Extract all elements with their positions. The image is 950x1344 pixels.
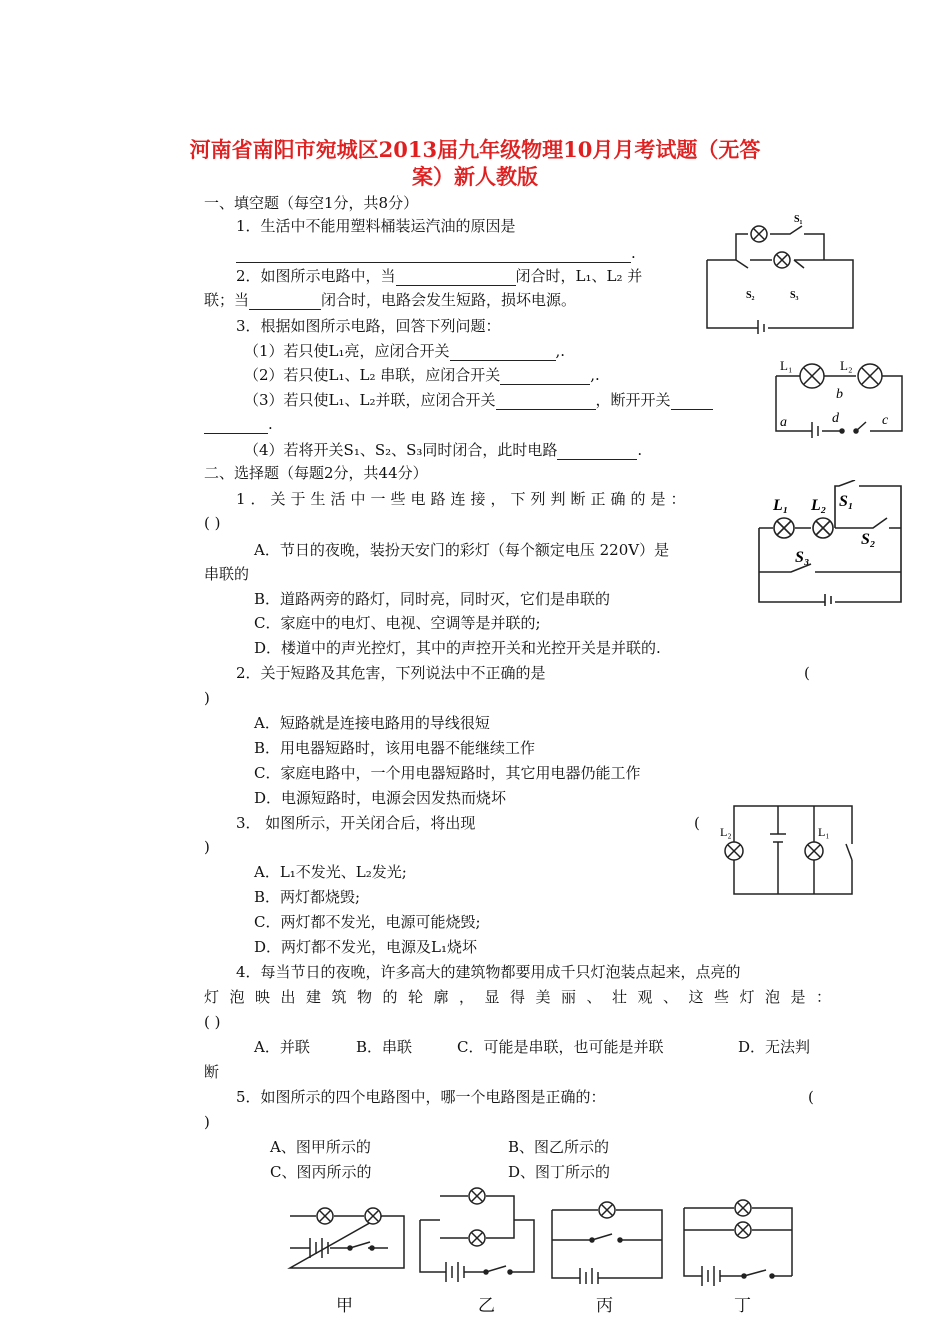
s1-q1-blank-line: . [236, 243, 636, 263]
s2-q5-paren-open: ( [808, 1088, 814, 1106]
s2-q2: 2．关于短路及其危害，下列说法中不正确的是 [236, 664, 546, 682]
fig2-label-d: d [832, 411, 839, 426]
s1-q2-line2: 联；当 闭合时，电路会发生短路，损坏电源。 [204, 291, 577, 309]
s1-q2-line1: 2．如图所示电路中，当 闭合时，L₁、L₂ 并 [236, 267, 643, 285]
s2-q2-paren-open: ( [804, 664, 810, 682]
fig3-label-l2: L₂ [811, 497, 827, 514]
s2-q4-option-d: D．无法判 [738, 1038, 811, 1056]
s2-q5-option-a: A、图甲所示的 [270, 1138, 371, 1156]
s2-q4-option-c: C．可能是串联，也可能是并联 [457, 1038, 664, 1056]
circuit-figure-yi [418, 1182, 538, 1282]
s2-q5-option-b: B、图乙所示的 [508, 1138, 610, 1156]
page-title-line1: 河南省南阳市宛城区2013届九年级物理10月月考试题（无答 [189, 137, 761, 162]
fig1-label-s1: S₁ [794, 214, 803, 225]
caption-jia: 甲 [336, 1296, 353, 1316]
s2-q4-option-a: A．并联 [254, 1038, 310, 1056]
s2-q5-option-d: D、图丁所示的 [508, 1163, 611, 1181]
s2-q3-paren-open: ( [694, 814, 700, 832]
s1-q3-3-cont: . [204, 414, 273, 434]
s2-q5: 5．如图所示的四个电路图中，哪一个电路图是正确的： [236, 1088, 606, 1106]
s2-q3-option-d: D．两灯都不发光，电源及L₁烧坏 [254, 938, 478, 956]
fig3-label-s1: S₁ [839, 493, 854, 510]
s2-q4-option-d-cont: 断 [204, 1063, 220, 1081]
s2-q1-option-a-cont: 串联的 [204, 565, 250, 583]
circuit-figure-ding [680, 1196, 796, 1288]
s1-q3-3: （3）若只使L₁、L₂并联，应闭合开关 ，断开开关 [244, 390, 713, 410]
fig2-label-l2: L₂ [840, 358, 853, 373]
circuit-figure-1 [700, 208, 860, 334]
fig2-label-a: a [780, 415, 787, 430]
s2-q3-option-c: C．两灯都不发光，电源可能烧毁; [254, 913, 481, 931]
fig3-label-l1: L₁ [773, 497, 789, 514]
s2-q2-option-c: C．家庭电路中，一个用电器短路时，其它用电器仍能工作 [254, 764, 641, 782]
section2-heading: 二、选择题（每题2分，共44分） [204, 464, 428, 482]
fig1-label-s2: S₂ [746, 290, 755, 301]
s2-q3: 3． 如图所示，开关闭合后，将出现 [236, 814, 476, 832]
circuit-figure-4 [718, 804, 858, 898]
s2-q2-option-d: D．电源短路时，电源会因发热而烧坏 [254, 789, 507, 807]
fig2-label-b: b [836, 387, 843, 402]
s2-q3-option-a: A．L₁不发光、L₂发光; [254, 863, 407, 881]
circuit-figure-2 [772, 356, 907, 438]
fig2-label-l1: L₁ [780, 358, 793, 373]
caption-yi: 乙 [478, 1296, 495, 1316]
s1-q1: 1．生活中不能用塑料桶装运汽油的原因是 [236, 217, 516, 235]
page-title-line2: 案）新人教版 [412, 164, 538, 189]
s2-q5-paren-close: ) [204, 1113, 210, 1131]
s2-q1-option-d: D．楼道中的声光控灯，其中的声控开关和光控开关是并联的. [254, 639, 661, 657]
s1-q3: 3．根据如图所示电路，回答下列问题： [236, 317, 501, 335]
s2-q1-option-a: A．节日的夜晚，装扮天安门的彩灯（每个额定电压 220V）是 [254, 541, 670, 559]
s2-q4-line2: 灯泡映出建筑物的轮廓，显得美丽、壮观、这些灯泡是： [204, 988, 842, 1006]
s2-q4-option-b: B．串联 [356, 1038, 413, 1056]
s2-q1-paren: ( ) [204, 514, 221, 532]
s2-q3-option-b: B．两灯都烧毁; [254, 888, 361, 906]
s2-q2-option-a: A．短路就是连接电路用的导线很短 [254, 714, 490, 732]
section1-heading: 一、填空题（每空1分，共8分） [204, 194, 419, 212]
s2-q1-option-b: B．道路两旁的路灯，同时亮，同时灭，它们是串联的 [254, 590, 611, 608]
circuit-figure-bing [548, 1196, 666, 1284]
s2-q5-option-c: C、图丙所示的 [270, 1163, 372, 1181]
fig1-label-s3: S₃ [790, 290, 799, 301]
s2-q1-option-c: C．家庭中的电灯、电视、空调等是并联的; [254, 614, 541, 632]
s2-q1: 1．关于生活中一些电路连接，下列判断正确的是： [236, 490, 691, 508]
s2-q4-line1: 4．每当节日的夜晚，许多高大的建筑物都要用成千只灯泡装点起来，点亮的 [236, 963, 741, 981]
s1-q3-1: （1）若只使L₁亮，应闭合开关 ,. [244, 342, 566, 360]
s2-q2-option-b: B．用电器短路时，该用电器不能继续工作 [254, 739, 536, 757]
fig3-label-s3: S₃ [795, 549, 810, 566]
s2-q4-paren: ( ) [204, 1013, 221, 1031]
fig4-label-l1: L₁ [818, 825, 830, 839]
fig4-label-l2: L₂ [720, 825, 732, 839]
s1-q3-4: （4）若将开关S₁、S₂、S₃同时闭合，此时电路 . [244, 441, 643, 459]
s1-q3-2: （2）若只使L₁、L₂ 串联，应闭合开关 ,. [244, 366, 600, 384]
caption-ding: 丁 [734, 1296, 751, 1316]
fig2-label-c: c [882, 413, 889, 428]
caption-bing: 丙 [596, 1296, 613, 1316]
circuit-figure-jia [286, 1202, 408, 1274]
circuit-figure-3 [755, 480, 905, 606]
fig3-label-s2: S₂ [861, 531, 876, 548]
s2-q3-paren-close: ) [204, 838, 210, 856]
s2-q2-paren-close: ) [204, 689, 210, 707]
